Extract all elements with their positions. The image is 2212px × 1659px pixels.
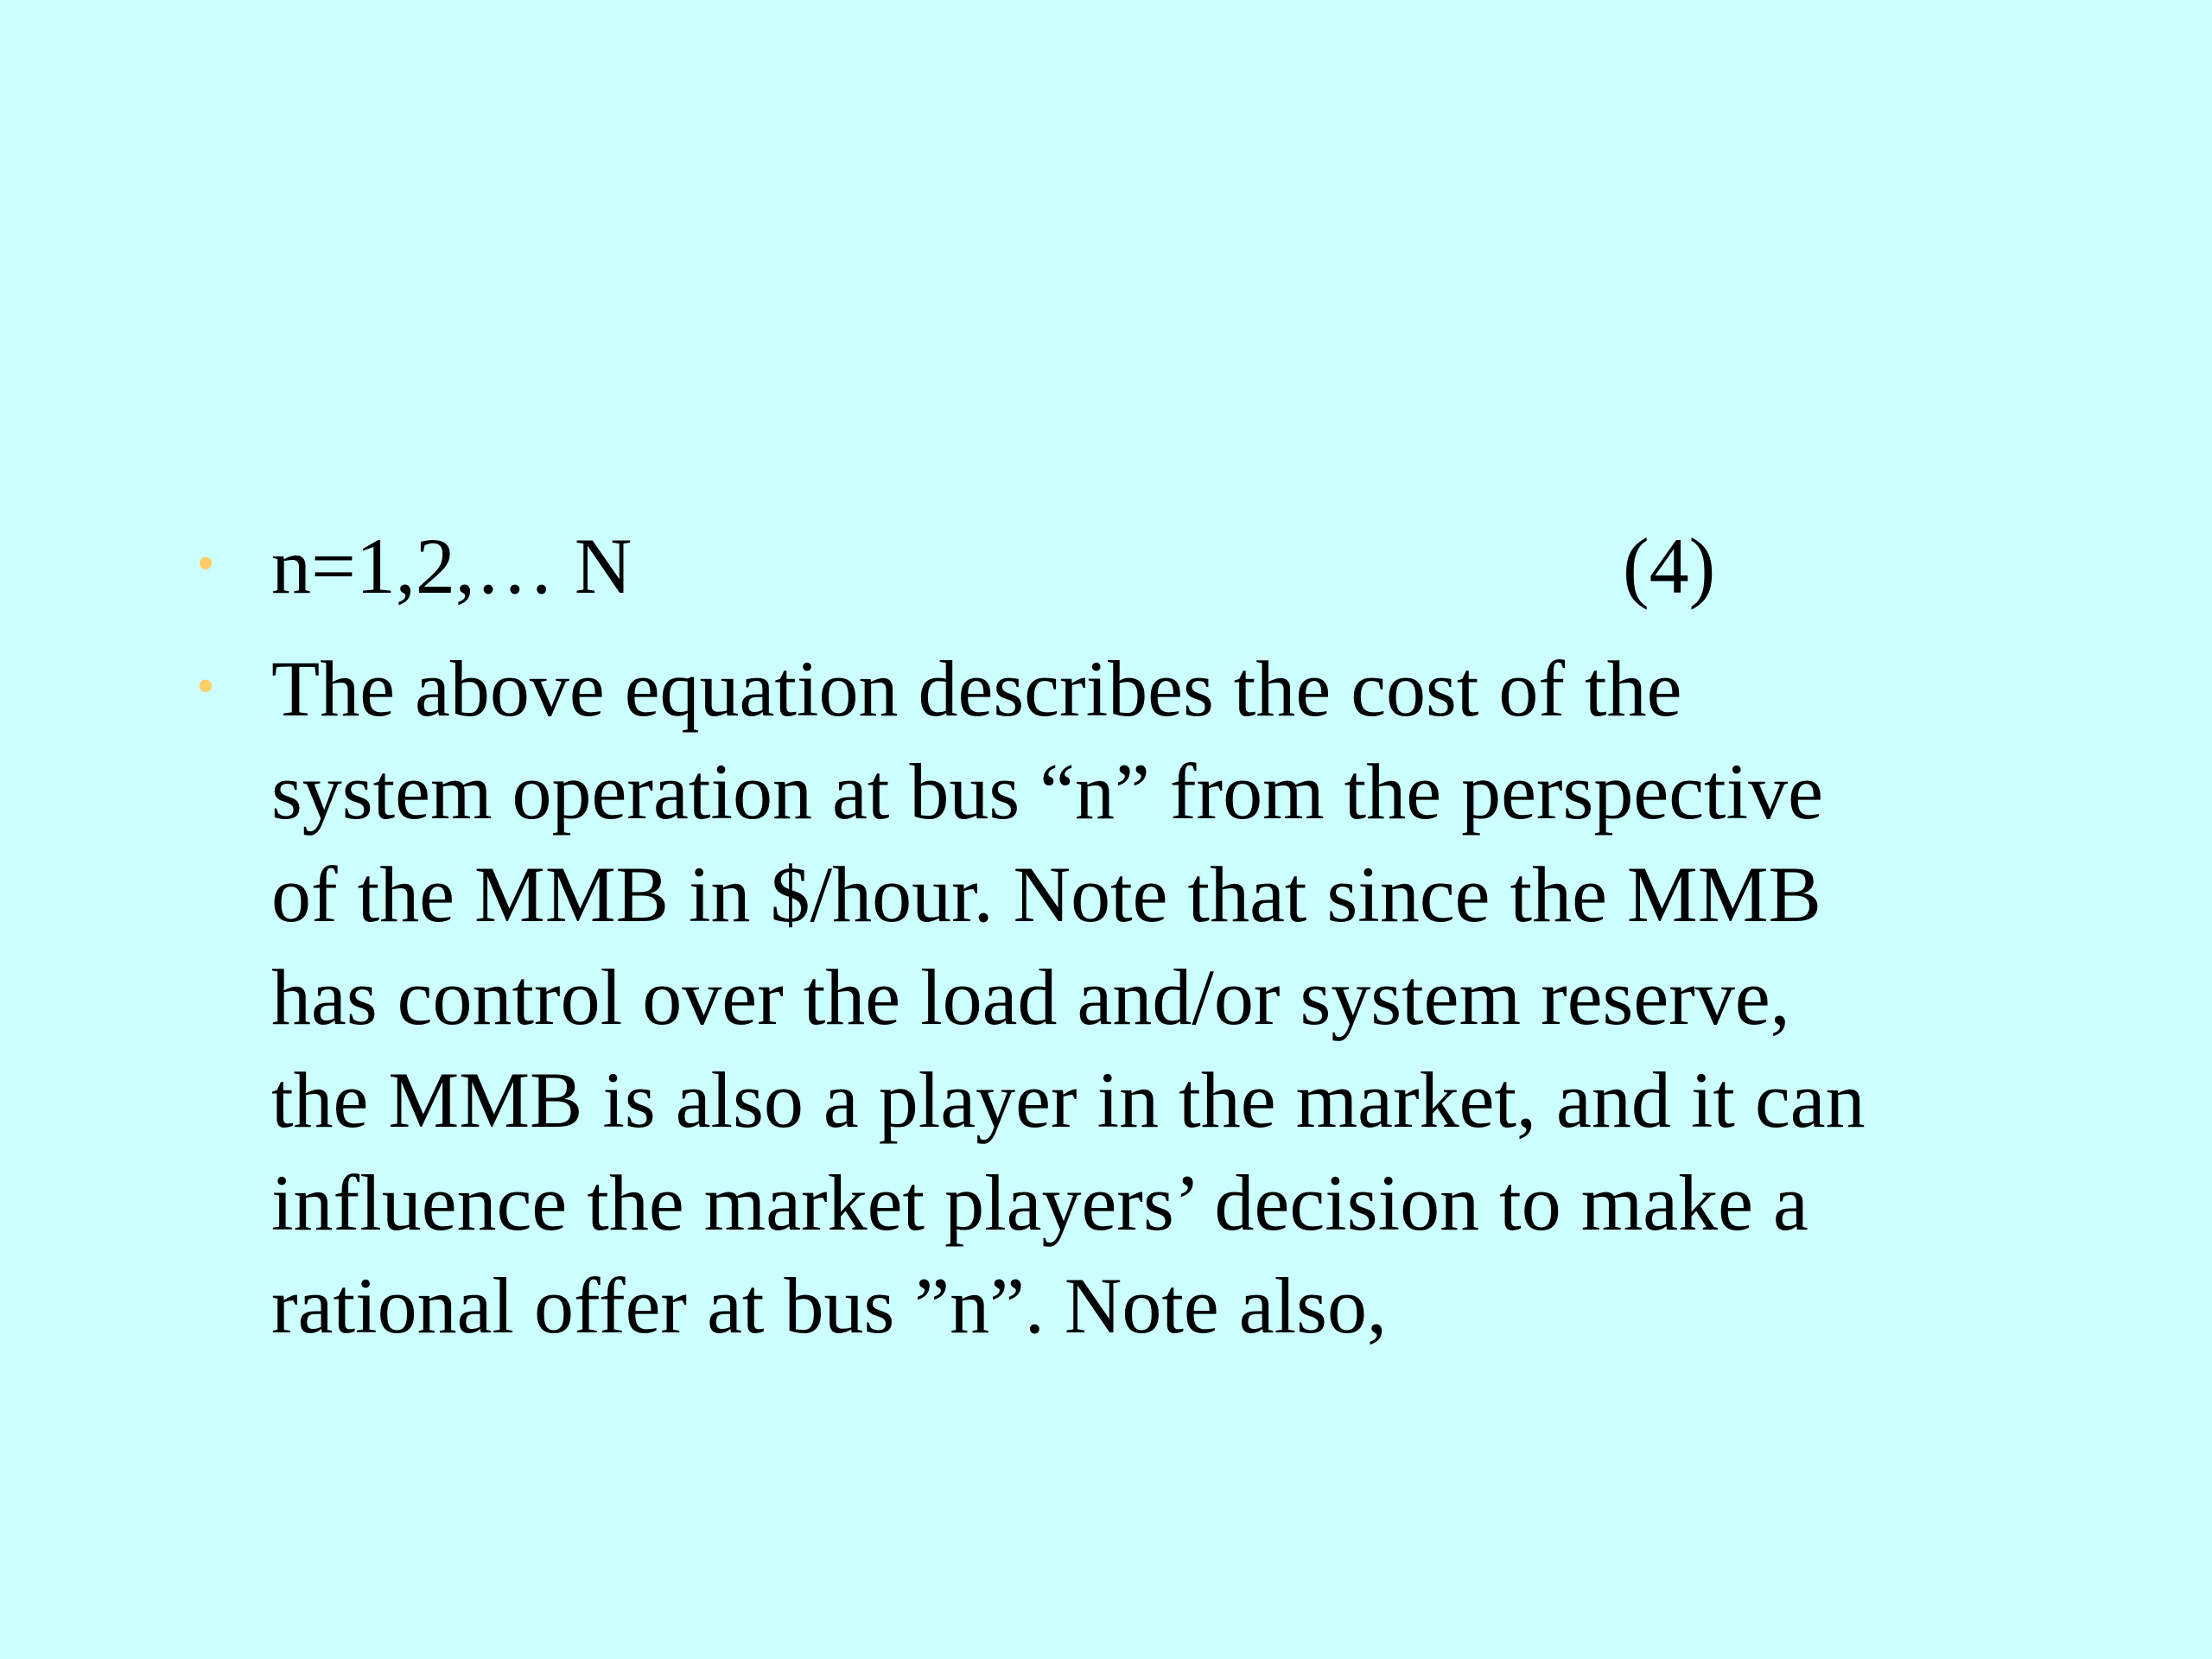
equation-index-text: n=1,2,… N [271,522,632,610]
paragraph-line: The above equation describes the cost of the [271,645,1682,733]
paragraph-line: of the MMB in $/hour. Note that since the MMB [271,850,1821,938]
paragraph-line: influence the market players’ decision to make a [271,1159,1808,1247]
paragraph-line: has control over the load and/or system reserve, [271,953,1790,1041]
paragraph-line: the MMB is also a player in the market, and it can [271,1056,1866,1144]
paragraph-line: system operation at bus “n” from the perspective [271,747,1823,836]
paragraph-text [271,638,1866,1357]
paragraph-line: rational offer at bus ”n”. Note also, [271,1262,1387,1350]
bullet-dot-icon: • [196,535,215,592]
bullet-dot-icon: • [196,658,215,715]
equation-number: (4) [1623,522,1716,610]
